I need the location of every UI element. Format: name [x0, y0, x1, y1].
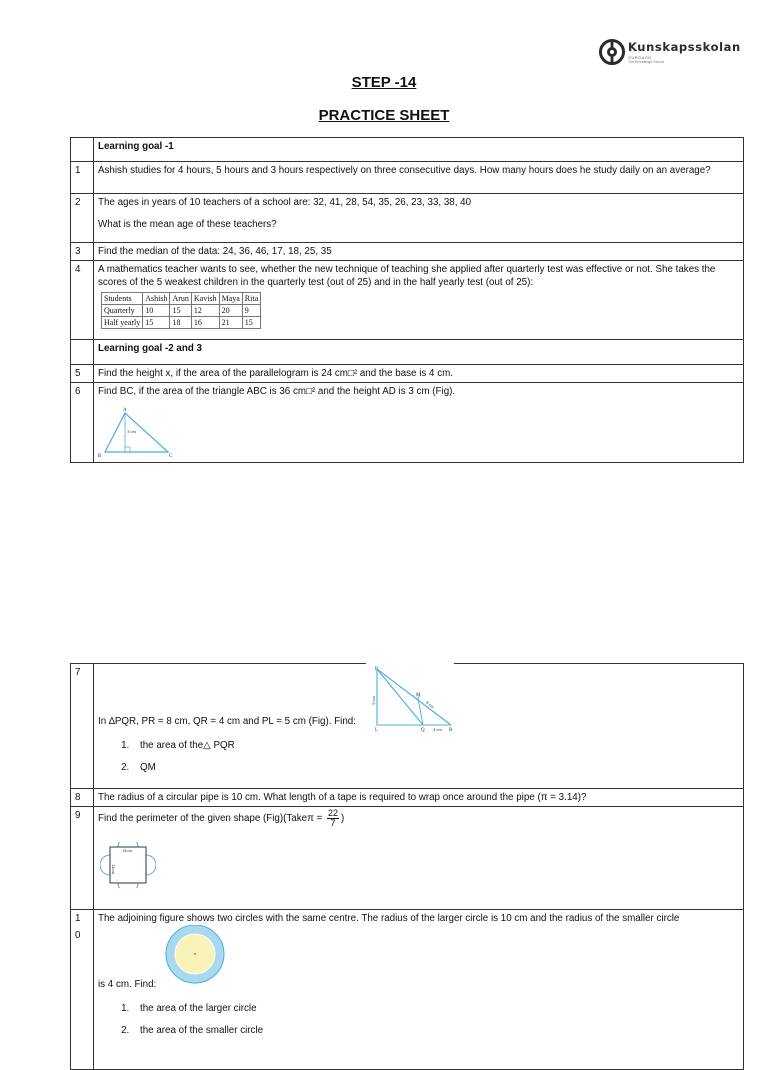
question-subtext: What is the mean age of these teachers?	[98, 219, 277, 230]
table-cell: Quarterly	[102, 305, 143, 317]
step-heading: STEP -14	[351, 74, 417, 91]
logo-mark-icon	[598, 38, 626, 66]
question-number: 6	[71, 383, 94, 463]
section-row	[71, 138, 744, 162]
table-row	[102, 317, 261, 329]
section-label: Learning goal -2 and 3	[94, 340, 744, 365]
question-number: 8	[71, 789, 94, 807]
question-text: Find BC, if the area of the triangle ABC is 36 cm□² and the height AD is 3 cm (Fig).	[98, 386, 456, 397]
question-number	[71, 910, 94, 1070]
fraction-numerator: 22	[328, 808, 339, 818]
question-number: 1	[71, 162, 94, 194]
logo-tagline: The Knowledge School	[628, 60, 664, 64]
logo-wordmark: Kunskapsskolan	[628, 40, 741, 54]
table-cell: 15	[242, 317, 260, 329]
question-number: 2	[71, 194, 94, 243]
point-label-m: M	[416, 693, 421, 698]
section-row	[71, 340, 744, 365]
question-row	[71, 365, 744, 383]
table-cell: 20	[219, 305, 242, 317]
list-item: 2. QM	[132, 761, 739, 774]
vertex-label-r: R	[449, 728, 453, 732]
table-cell: 15	[143, 317, 170, 329]
table-header: Ashish	[143, 293, 170, 305]
question-number-part: 0	[75, 930, 81, 941]
question-row	[71, 807, 744, 910]
table-cell: 9	[242, 305, 260, 317]
pr-length-label: 8 cm	[425, 700, 436, 710]
school-logo	[598, 38, 748, 68]
section-label: Learning goal -1	[94, 138, 744, 162]
table-cell: 16	[191, 317, 219, 329]
vertex-label-q: Q	[421, 728, 425, 732]
question-number: 9	[71, 807, 94, 910]
question-text-start: Find the perimeter of the given shape (Fig)(Takeπ =	[98, 813, 326, 825]
question-row	[71, 162, 744, 194]
question-text: The ages in years of 10 teachers of a school are: 32, 41, 28, 54, 35, 26, 23, 33, 38, 40	[98, 197, 472, 208]
left-side-label: 14cm	[111, 864, 116, 874]
question-number: 7	[71, 664, 94, 789]
question-text: Find the median of the data: 24, 36, 46, 17, 18, 25, 35	[94, 243, 744, 261]
question-row	[71, 789, 744, 807]
table-header: Kavish	[191, 293, 219, 305]
sheet-title: PRACTICE SHEET	[318, 107, 450, 124]
question-number: 3	[71, 243, 94, 261]
logo-location: GURGAON	[628, 55, 652, 60]
blank-cell	[71, 340, 94, 365]
scores-header-row	[102, 293, 261, 305]
sub-question-list	[98, 1002, 739, 1037]
table-cell: 10	[143, 305, 170, 317]
scores-table	[101, 292, 261, 329]
sub-question-list	[98, 739, 739, 774]
table-header: Rita	[242, 293, 260, 305]
table-cell: 18	[170, 317, 191, 329]
height-label: 3 cm	[127, 429, 136, 434]
question-row	[71, 910, 744, 1070]
question-text-continued: is 4 cm. Find:	[98, 979, 157, 990]
qr-length-label: 4 cm	[433, 727, 442, 732]
vertex-label-a: A	[123, 408, 127, 413]
question-text: A mathematics teacher wants to see, whether the new technique of teaching she applied after quarterly test was effective or not. She takes the scores of the 5 weakest children in the quarterly test (out of 25) and in the half yearly test (out of 25):	[98, 264, 716, 288]
table-cell: 21	[219, 317, 242, 329]
pi-fraction	[327, 809, 339, 828]
list-item: 1. the area of the△ PQR	[132, 739, 739, 752]
practice-table-1	[70, 137, 744, 463]
pl-length-label: 5 cm	[371, 696, 376, 705]
question-text: In ∆PQR, PR = 8 cm, QR = 4 cm and PL = 5 cm (Fig). Find:	[98, 716, 356, 727]
vertex-label-p: P	[375, 667, 378, 672]
question-number: 5	[71, 365, 94, 383]
square-semicircles-figure	[100, 842, 156, 888]
question-text: Find the height x, if the area of the parallelogram is 24 cm□² and the base is 4 cm.	[94, 365, 744, 383]
question-text-end: )	[341, 813, 345, 825]
fraction-denominator: 7	[330, 818, 336, 828]
list-item: 2. the area of the smaller circle	[132, 1024, 739, 1037]
question-number-part: 1	[75, 913, 81, 924]
table-header: Arun	[170, 293, 191, 305]
question-number: 4	[71, 261, 94, 340]
question-text	[98, 809, 739, 828]
vertex-label-b: B	[98, 454, 102, 458]
question-row	[71, 383, 744, 463]
table-cell: Half yearly	[102, 317, 143, 329]
question-row	[71, 243, 744, 261]
blank-cell	[71, 138, 94, 162]
question-row	[71, 664, 744, 789]
list-item: 1. the area of the larger circle	[132, 1002, 739, 1015]
triangle-pqr-figure	[366, 666, 456, 732]
table-header: Students	[102, 293, 143, 305]
table-cell: 12	[191, 305, 219, 317]
question-text: The adjoining figure shows two circles with the same centre. The radius of the larger circle is 10 cm and the radius of the smaller circle	[98, 913, 680, 924]
question-row	[71, 261, 744, 340]
question-text: Ashish studies for 4 hours, 5 hours and 3 hours respectively on three consecutive days. How many hours does he study daily on an average?	[94, 162, 744, 194]
point-label-l: L	[375, 728, 379, 732]
question-text: The radius of a circular pipe is 10 cm. What length of a tape is required to wrap once around the pipe (π = 3.14)?	[94, 789, 744, 807]
triangle-abc-figure	[98, 402, 178, 458]
practice-table-2	[70, 663, 744, 1070]
table-cell: 15	[170, 305, 191, 317]
question-row	[71, 194, 744, 243]
table-header: Maya	[219, 293, 242, 305]
top-side-label: 14cm	[122, 848, 132, 853]
vertex-label-c: C	[169, 454, 173, 458]
table-row	[102, 305, 261, 317]
